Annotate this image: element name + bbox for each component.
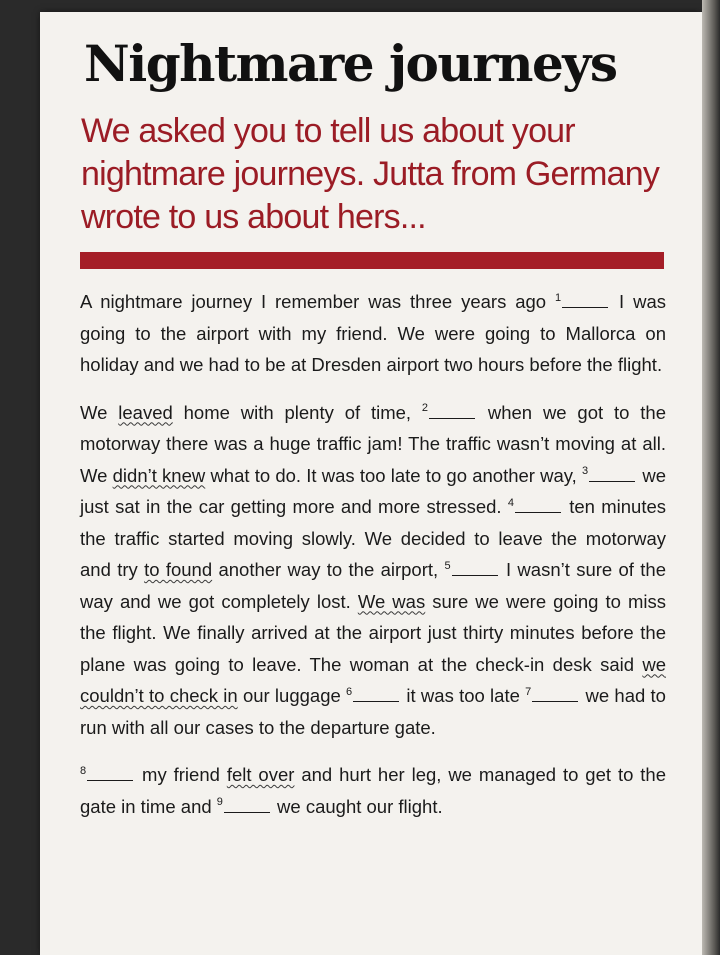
marked-error: to found <box>144 559 213 580</box>
gap-number: 5 <box>444 559 451 572</box>
gap-5[interactable] <box>445 559 500 580</box>
text-run: I was going to the airport with my friend. We were going to Mallorca on holiday and we had to be at Dresden airport two hours before the flight. <box>80 291 666 375</box>
marked-error: didn’t knew <box>112 464 206 486</box>
red-divider <box>80 252 664 269</box>
marked-error: We was <box>357 590 426 612</box>
gap-blank-line[interactable] <box>515 498 561 513</box>
text-run: home with plenty of time, <box>172 401 422 423</box>
text-run: we had to run with all our cases to the departure gate. <box>80 685 666 738</box>
text-run: I wasn’t sure of the way and we got completely lost. <box>80 559 666 612</box>
text-run: A nightmare journey I remember was three years ago <box>80 291 556 312</box>
gap-7[interactable] <box>525 685 580 706</box>
gap-3[interactable] <box>582 465 637 486</box>
gap-8[interactable] <box>80 764 135 785</box>
gap-number: 3 <box>582 465 589 478</box>
gap-number: 8 <box>80 764 87 777</box>
text-run: We <box>80 401 119 423</box>
gap-1[interactable] <box>555 291 610 312</box>
marked-error: leaved <box>118 401 173 423</box>
paragraph-3 <box>80 759 666 822</box>
text-run: another way to the airport, <box>212 559 445 580</box>
text-run: what to do. It was too late to go another way, <box>205 464 583 486</box>
gap-blank-line[interactable] <box>532 687 578 702</box>
next-page-edge <box>702 0 720 955</box>
gap-number: 7 <box>525 685 532 698</box>
gap-blank-line[interactable] <box>589 467 635 482</box>
paragraph-2 <box>80 397 666 744</box>
gap-blank-line[interactable] <box>353 687 399 702</box>
gap-blank-line[interactable] <box>562 293 608 308</box>
text-run: ten minutes the traffic started moving slowly. We decided to leave the motorway and try <box>80 496 667 580</box>
gap-blank-line[interactable] <box>429 404 475 419</box>
text-run: we caught our flight. <box>271 795 443 817</box>
marked-error: we couldn’t to check in <box>80 653 666 706</box>
gap-6[interactable] <box>346 685 401 706</box>
gap-blank-line[interactable] <box>87 766 133 781</box>
article-body <box>80 286 666 822</box>
marked-error: felt over <box>226 764 295 785</box>
gap-number: 9 <box>216 796 223 809</box>
gap-number: 6 <box>346 685 353 698</box>
article-title: Nightmare journeys <box>84 34 617 93</box>
gap-number: 2 <box>421 402 429 415</box>
text-run: my friend <box>135 764 227 785</box>
gap-4[interactable] <box>508 496 563 517</box>
text-run: when we got to the motorway there was a huge traffic jam! The traffic wasn’t moving at all. We <box>80 401 666 486</box>
text-run: sure we were going to miss the flight. We finally arrived at the airport just thirty minutes before the plane was going to leave. The woman at the check-in desk said <box>80 590 666 675</box>
gap-2[interactable] <box>422 402 477 423</box>
text-run: it was too late <box>401 685 526 706</box>
gap-number: 1 <box>555 291 562 304</box>
article-subtitle: We asked you to tell us about your nightmare journeys. Jutta from Germany wrote to us about hers... <box>81 112 660 236</box>
textbook-page <box>40 12 702 955</box>
gap-blank-line[interactable] <box>224 798 270 813</box>
text-run: we just sat in the car getting more and more stressed. <box>80 464 667 517</box>
gap-9[interactable] <box>217 796 272 817</box>
paragraph-1 <box>80 286 666 381</box>
gap-number: 4 <box>507 496 514 509</box>
text-run: our luggage <box>237 685 347 706</box>
text-run: and hurt her leg, we managed to get to the gate in time and <box>80 764 667 817</box>
gap-blank-line[interactable] <box>452 561 498 576</box>
